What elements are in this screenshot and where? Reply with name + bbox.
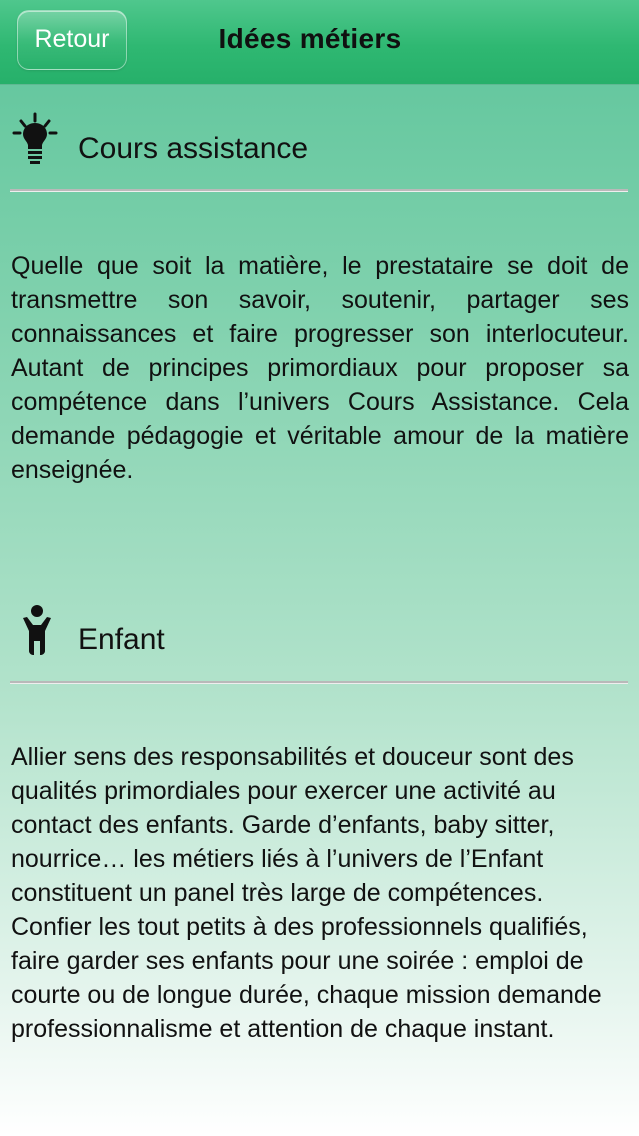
page-title: Idées métiers	[218, 23, 402, 54]
lightbulb-icon	[12, 112, 58, 168]
section-title: Cours assistance	[78, 132, 309, 165]
section-title: Enfant	[78, 623, 165, 656]
section-cours-assistance	[0, 112, 639, 484]
section-divider	[10, 681, 628, 684]
section-description: Quelle que soit la matière, le prestataire se doit de transmettre son savoir, soutenir, partager ses connaissances et faire progresser son interlocuteur. Autant de principes primordiaux pour proposer sa compétence dans l’univers Cours Assistance. Cela demande pédagogie et véritable amour de la matière enseignée.	[11, 252, 629, 484]
navigation-bar	[0, 0, 639, 84]
section-header	[0, 603, 639, 683]
section-description: Allier sens des responsabilités et douceur sont des qualités primordiales pour exercer une activité au contact des enfants. Garde d’enfants, baby sitter, nourrice… les métiers liés à l’univers de l’Enfant constituent un panel très large de compétences. Confier les tout petits à des professionnels qualifiés, faire garder ses enfants pour une soirée : emploi de courte ou de longue durée, chaque mission demande professionnalisme et attention de chaque instant.	[11, 743, 602, 1043]
section-divider	[10, 189, 628, 192]
section-header	[0, 112, 639, 192]
back-button[interactable]: Retour	[17, 10, 127, 70]
child-icon	[12, 603, 58, 659]
section-enfant	[0, 603, 639, 1043]
